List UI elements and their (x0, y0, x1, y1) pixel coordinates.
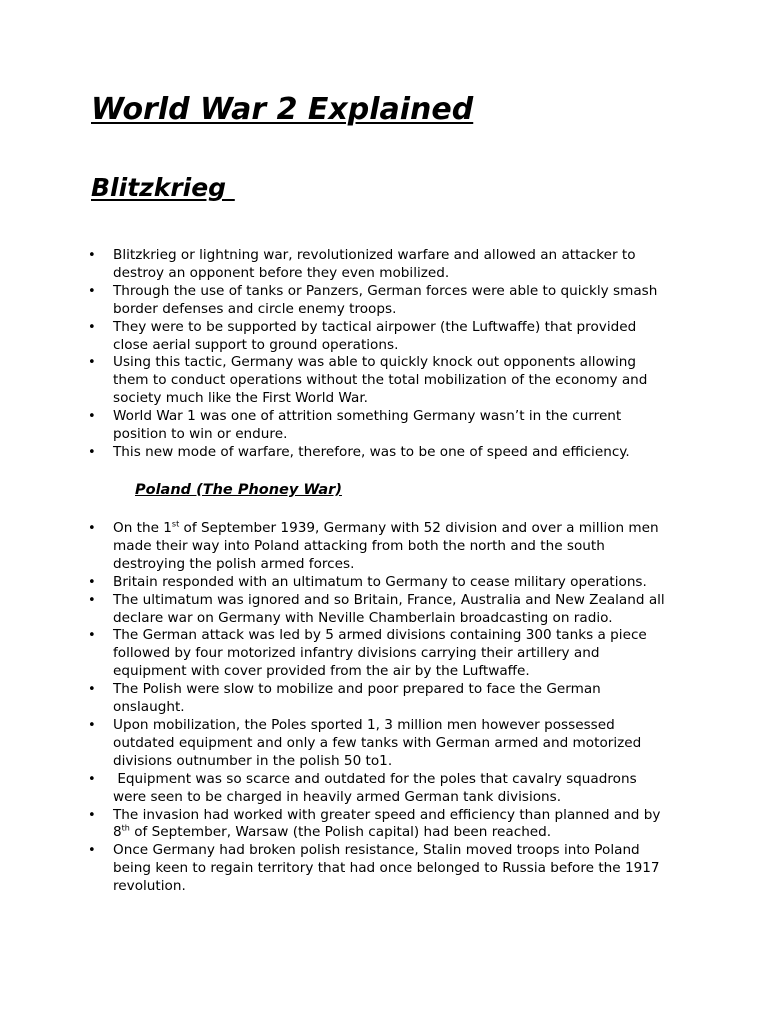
text-fragment: 8 (113, 824, 122, 841)
list-item-text: Blitzkrieg or lightning war, revolutionized warfare and allowed an attacker to (113, 247, 636, 263)
bullet-icon: • (88, 628, 96, 644)
list-item (0, 574, 678, 592)
list-item-text: close aerial support to ground operations. (113, 336, 399, 353)
bullet-icon: • (88, 592, 96, 608)
list-item-text (113, 520, 678, 538)
bullet-icon: • (88, 807, 96, 823)
list-item-text: equipment with cover provided from the air by the Luftwaffe. (113, 663, 530, 680)
list-item-text: Britain responded with an ultimatum to Germany to cease military operations. (113, 573, 647, 590)
list-item-text: The invasion had worked with greater speed and efficiency than planned and by (113, 806, 661, 823)
list-item (0, 520, 678, 574)
list-item-text (113, 824, 678, 842)
bullet-icon: • (88, 283, 96, 299)
list-item-text: followed by four motorized infantry divisions carrying their artillery and (113, 645, 600, 662)
ordinal-suffix: th (121, 823, 130, 833)
list-item-text: outdated equipment and only a few tanks with German armed and motorized (113, 734, 642, 751)
bullet-icon: • (88, 409, 96, 425)
list-item (0, 592, 678, 628)
list-item (0, 842, 678, 896)
list-item-text: They were to be supported by tactical airpower (the Luftwaffe) that provided (113, 318, 637, 335)
list-item (0, 444, 678, 462)
bullet-icon: • (88, 682, 96, 698)
text-fragment: of September 1939, Germany with 52 division and over a million men (179, 520, 659, 536)
blitzkrieg-bullet-list (0, 247, 768, 462)
document-title: World War 2 Explained (91, 92, 474, 127)
list-item (0, 681, 678, 717)
list-item-text: being keen to regain territory that had once belonged to Russia before the 1917 (113, 860, 660, 877)
text-fragment: On the 1 (113, 520, 172, 536)
list-item (0, 771, 678, 807)
list-item-text: society much like the First World War. (113, 390, 369, 407)
bullet-icon: • (88, 843, 96, 859)
list-item-text: Through the use of tanks or Panzers, German forces were able to quickly smash (113, 282, 658, 299)
sub-heading-poland: Poland (The Phoney War) (135, 482, 342, 498)
poland-bullet-list (0, 520, 768, 896)
list-item-text: The ultimatum was ignored and so Britain, France, Australia and New Zealand all (113, 591, 665, 608)
list-item-text: destroy an opponent before they even mobilized. (113, 264, 450, 281)
list-item-text: made their way into Poland attacking from both the north and the south (113, 537, 605, 554)
bullet-icon: • (88, 319, 96, 335)
list-item-text: The German attack was led by 5 armed divisions containing 300 tanks a piece (113, 627, 647, 644)
list-item-text: Once Germany had broken polish resistance, Stalin moved troops into Poland (113, 842, 640, 859)
list-item (0, 247, 678, 283)
list-item (0, 627, 678, 681)
list-item-text: them to conduct operations without the total mobilization of the economy and (113, 372, 648, 389)
list-item-text: Using this tactic, Germany was able to quickly knock out opponents allowing (113, 354, 637, 371)
list-item (0, 283, 678, 319)
list-item-text: divisions outnumber in the polish 50 to1. (113, 752, 393, 769)
list-item-text: were seen to be charged in heavily armed German tank divisions. (113, 788, 562, 805)
bullet-icon: • (88, 574, 96, 590)
list-item (0, 408, 678, 444)
section-heading-blitzkrieg: Blitzkrieg (91, 173, 235, 202)
text-fragment: of September, Warsaw (the Polish capital) had been reached. (129, 824, 552, 841)
bullet-icon: • (88, 248, 96, 263)
list-item-text: destroying the polish armed forces. (113, 555, 355, 572)
bullet-icon: • (88, 771, 96, 787)
list-item-text: World War 1 was one of attrition something Germany wasn’t in the current (113, 408, 622, 425)
list-item (0, 354, 678, 408)
list-item-text: revolution. (113, 878, 186, 895)
list-item (0, 807, 678, 843)
list-item (0, 319, 678, 355)
bullet-icon: • (88, 521, 96, 536)
bullet-icon: • (88, 444, 96, 460)
bullet-icon: • (88, 355, 96, 371)
list-item-text: Equipment was so scarce and outdated for the poles that cavalry squadrons (113, 770, 637, 787)
list-item-text: onslaught. (113, 699, 185, 716)
list-item-text: Upon mobilization, the Poles sported 1, 3 million men however possessed (113, 716, 615, 733)
list-item-text: This new mode of warfare, therefore, was to be one of speed and efficiency. (113, 443, 630, 460)
list-item-text: The Polish were slow to mobilize and poor prepared to face the German (113, 681, 601, 698)
list-item-text: declare war on Germany with Neville Chamberlain broadcasting on radio. (113, 609, 613, 626)
list-item-text: position to win or endure. (113, 426, 288, 443)
ordinal-suffix: st (171, 519, 180, 529)
bullet-icon: • (88, 717, 96, 733)
list-item (0, 717, 678, 771)
list-item-text: border defenses and circle enemy troops. (113, 300, 397, 317)
